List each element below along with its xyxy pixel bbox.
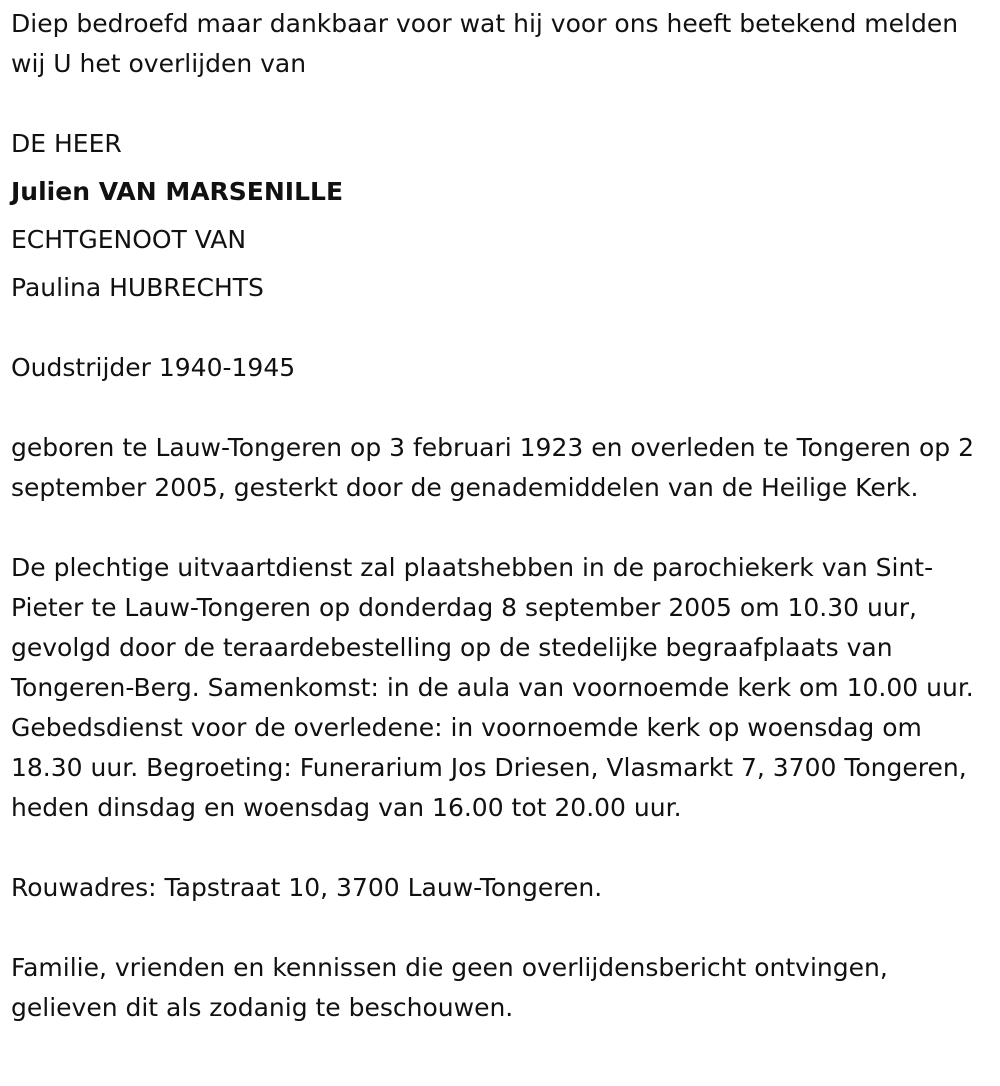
mourning-address: Rouwadres: Tapstraat 10, 3700 Lauw-Tongeren. — [11, 873, 603, 902]
closing-paragraph: Familie, vrienden en kennissen die geen overlijdensbericht ontvingen, gelieven dit als zodanig te beschouwen. — [11, 953, 888, 1022]
name-block — [11, 120, 991, 312]
spacer — [11, 508, 991, 548]
spouse-name: Paulina HUBRECHTS — [11, 273, 264, 302]
birth-death-paragraph: geboren te Lauw-Tongeren op 3 februari 1923 en overleden te Tongeren op 2 september 2005, gesterkt door de genademiddelen van de Heilige Kerk. — [11, 433, 974, 502]
deceased-name: Julien VAN MARSENILLE — [11, 177, 344, 206]
veteran-note: Oudstrijder 1940-1945 — [11, 353, 296, 382]
spouse-label: ECHTGENOOT VAN — [11, 225, 247, 254]
spacer — [11, 84, 991, 124]
spacer — [11, 908, 991, 948]
title-line: DE HEER — [11, 129, 122, 158]
funeral-details-paragraph: De plechtige uitvaartdienst zal plaatshebben in de parochiekerk van Sint-Pieter te Lauw-Tongeren op donderdag 8 september 2005 om 10.30 uur, gevolgd door de teraardebestelling op de stedelijke begraafplaats van Tongeren-Berg. Samenkomst: in de aula van voornoemde kerk om 10.00 uur. Gebedsdienst voor de overledene: in voornoemde kerk op woensdag om 18.30 uur. Begroeting: Funerarium Jos Driesen, Vlasmarkt 7, 3700 Tongeren, heden dinsdag en woensdag van 16.00 tot 20.00 uur. — [11, 553, 974, 822]
death-notice — [11, 4, 991, 1028]
spacer — [11, 828, 991, 868]
spacer — [11, 308, 991, 348]
intro-paragraph: Diep bedroefd maar dankbaar voor wat hij voor ons heeft betekend melden wij U het overlijden van — [11, 9, 959, 78]
spacer — [11, 388, 991, 428]
